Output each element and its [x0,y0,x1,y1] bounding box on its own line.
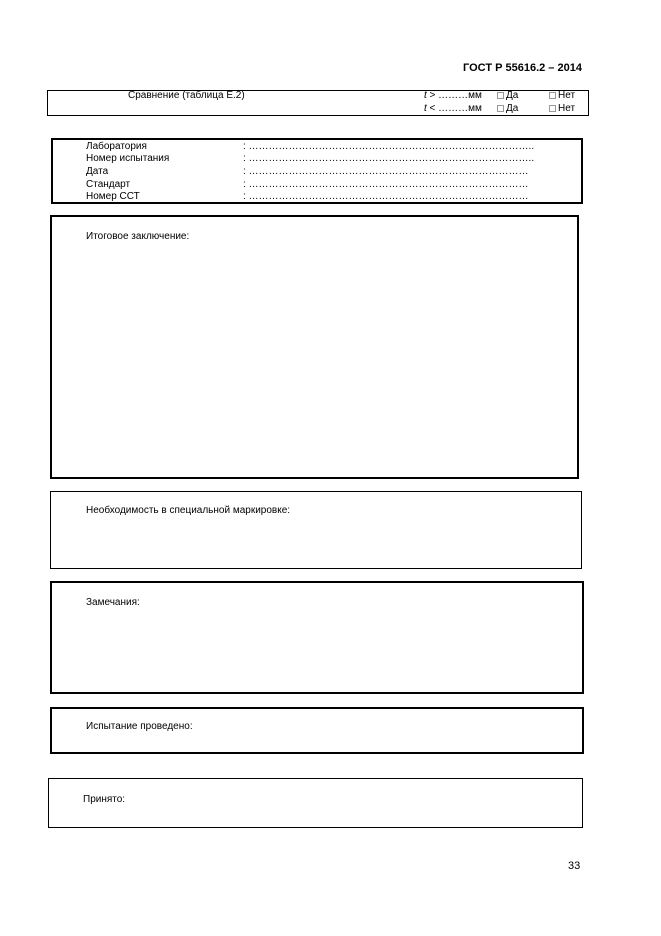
tested-label: Испытание проведено: [86,721,193,732]
yes-label: Да [506,90,519,101]
checkbox-icon [549,105,556,112]
comparison-row-gt [424,90,482,102]
comparison-label: Сравнение (таблица Е.2) [128,90,245,101]
comparison-row-lt [424,103,482,115]
page-number: 33 [568,860,581,872]
checkbox-icon [549,92,556,99]
t-variable: t [424,103,427,114]
document-id: ГОСТ Р 55616.2 – 2014 [463,62,582,74]
comparison-box [47,90,589,116]
lab-value[interactable]: : ………………………………………………………………………….. [243,141,535,152]
no-checkbox[interactable] [549,90,575,102]
checkbox-icon [497,92,504,99]
marking-box[interactable] [50,491,582,569]
t-variable: t [424,90,427,101]
comparison-op: < ………мм [426,103,482,114]
cct-number-value[interactable]: : ………………………………………………………………………… [243,191,529,202]
cct-number-label: Номер ССТ [86,191,140,202]
no-checkbox[interactable] [549,103,575,115]
no-label: Нет [558,90,576,101]
yes-checkbox[interactable] [497,90,518,102]
date-value[interactable]: : ………………………………………………………………………… [243,166,529,177]
test-number-value[interactable]: : ………………………………………………………………………….. [243,153,535,164]
yes-label: Да [506,103,519,114]
conclusion-box[interactable] [50,215,579,479]
tested-box[interactable] [50,707,584,754]
remarks-box[interactable] [50,581,584,694]
standard-value[interactable]: : ………………………………………………………………………… [243,179,529,190]
checkbox-icon [497,105,504,112]
comparison-op: > ………мм [426,90,482,101]
remarks-label: Замечания: [86,597,140,608]
lab-label: Лаборатория [86,141,147,152]
test-number-label: Номер испытания [86,153,170,164]
info-box [51,138,583,204]
marking-label: Необходимость в специальной маркировке: [86,505,291,516]
conclusion-label: Итоговое заключение: [86,231,190,242]
date-label: Дата [86,166,109,177]
standard-label: Стандарт [86,179,131,190]
accepted-box[interactable] [48,778,583,828]
no-label: Нет [558,103,576,114]
yes-checkbox[interactable] [497,103,518,115]
accepted-label: Принято: [83,794,126,805]
